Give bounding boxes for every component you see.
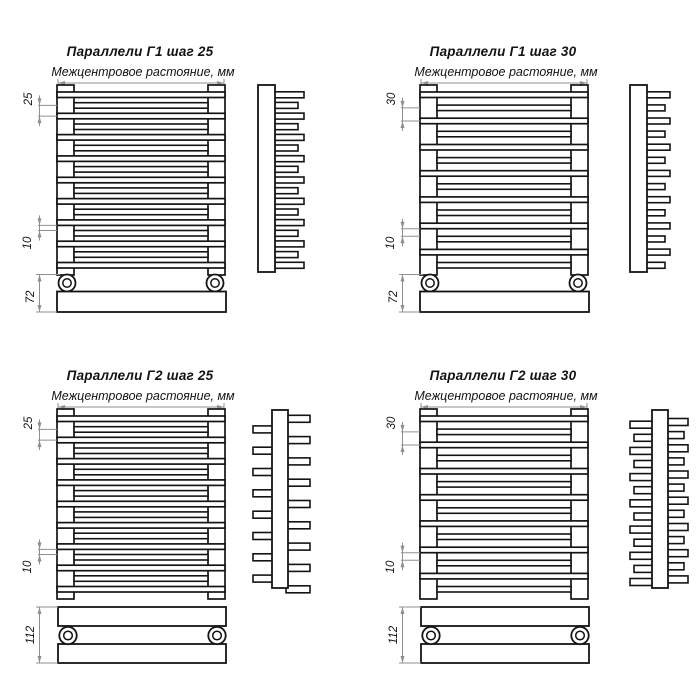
gap-dimension-value: 10: [385, 236, 397, 250]
drawing-g2-step30: [363, 324, 700, 664]
gap-dimension-value: 10: [22, 560, 34, 574]
drawing-title: Параллели Г1 шаг 25: [66, 44, 214, 59]
drawing-title: Параллели Г2 шаг 25: [66, 368, 214, 383]
depth-dimension-value: 112: [25, 625, 37, 645]
gap-dimension-value: 10: [385, 560, 397, 574]
step-dimension-value: 25: [23, 92, 35, 106]
gap-dimension-value: 10: [22, 236, 34, 250]
drawing-g1-step25: [0, 0, 340, 340]
depth-dimension-value: 72: [25, 290, 37, 304]
center-distance-label: Межцентровое растояние, мм: [414, 65, 598, 79]
center-distance-label: Межцентровое растояние, мм: [51, 389, 235, 403]
drawing-title: Параллели Г2 шаг 30: [429, 368, 577, 383]
step-dimension-value: 30: [386, 416, 398, 430]
step-dimension-value: 30: [386, 92, 398, 106]
drawing-g2-step25: [0, 324, 340, 664]
center-distance-label: Межцентровое растояние, мм: [51, 65, 235, 79]
drawing-title: Параллели Г1 шаг 30: [429, 44, 577, 59]
depth-dimension-value: 112: [388, 625, 400, 645]
center-distance-label: Межцентровое растояние, мм: [414, 389, 598, 403]
drawing-g1-step30: [363, 0, 700, 340]
depth-dimension-value: 72: [388, 290, 400, 304]
step-dimension-value: 25: [23, 416, 35, 430]
